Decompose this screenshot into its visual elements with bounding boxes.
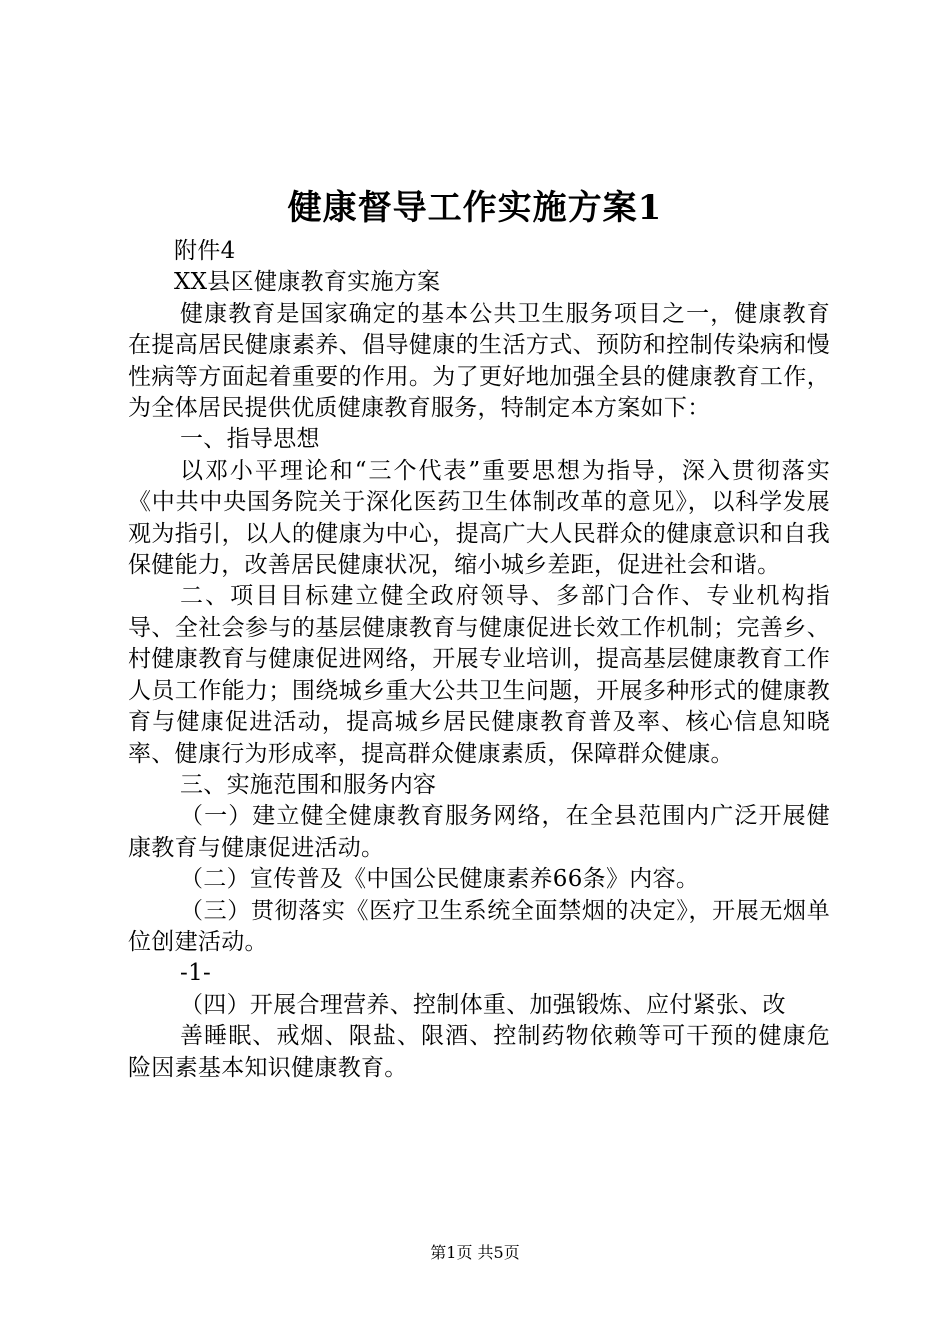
list-item-4: （四）开展合理营养、控制体重、加强锻炼、应付紧张、改 — [180, 991, 786, 1018]
paragraph-continuation: 善睡眠、戒烟、限盐、限酒、控制药物依赖等可干预的健康危险因素基本知识健康教育。 — [128, 1023, 830, 1081]
paragraph-intro: 健康教育是国家确定的基本公共卫生服务项目之一，健康教育在提高居民健康素养、倡导健康的生活方式、预防和控制传染病和慢性病等方面起着重要的作用。为了更好地加强全县的健康教育工作，为全体居民提供优质健康教育服务，特制定本方案如下： — [128, 300, 830, 422]
subtitle: XX县区健康教育实施方案 — [174, 269, 441, 296]
inline-page-number: -1- — [180, 960, 212, 987]
document-body — [128, 236, 830, 1084]
list-item-2: （二）宣传普及《中国公民健康素养66条》内容。 — [180, 866, 700, 893]
attachment-label: 附件4 — [174, 238, 236, 264]
page-footer: 第1页 共5页 — [430, 1243, 520, 1262]
list-item-3: （三）贯彻落实《医疗卫生系统全面禁烟的决定》，开展无烟单位创建活动。 — [128, 897, 830, 955]
list-item-1: （一）建立健全健康教育服务网络，在全县范围内广泛开展健康教育与健康促进活动。 — [128, 803, 830, 861]
paragraph-guiding-thought: 以邓小平理论和“三个代表”重要思想为指导，深入贯彻落实《中共中央国务院关于深化医药卫生体制改革的意见》，以科学发展观为指引，以人的健康为中心，提高广大人民群众的健康意识和自我保健能力，改善居民健康状况，缩小城乡差距，促进社会和谐。 — [128, 457, 830, 579]
paragraph-project-goals: 二、项目目标建立健全政府领导、多部门合作、专业机构指导、全社会参与的基层健康教育与健康促进长效工作机制；完善乡、村健康教育与健康促进网络，开展专业培训，提高基层健康教育工作人员工作能力；围绕城乡重大公共卫生问题，开展多种形式的健康教育与健康促进活动，提高城乡居民健康教育普及率、核心信息知晓率、健康行为形成率，提高群众健康素质，保障群众健康。 — [128, 583, 830, 767]
document-title: 健康督导工作实施方案1 — [287, 188, 663, 228]
section-heading-1: 一、指导思想 — [180, 426, 320, 453]
section-heading-3: 三、实施范围和服务内容 — [180, 771, 437, 798]
